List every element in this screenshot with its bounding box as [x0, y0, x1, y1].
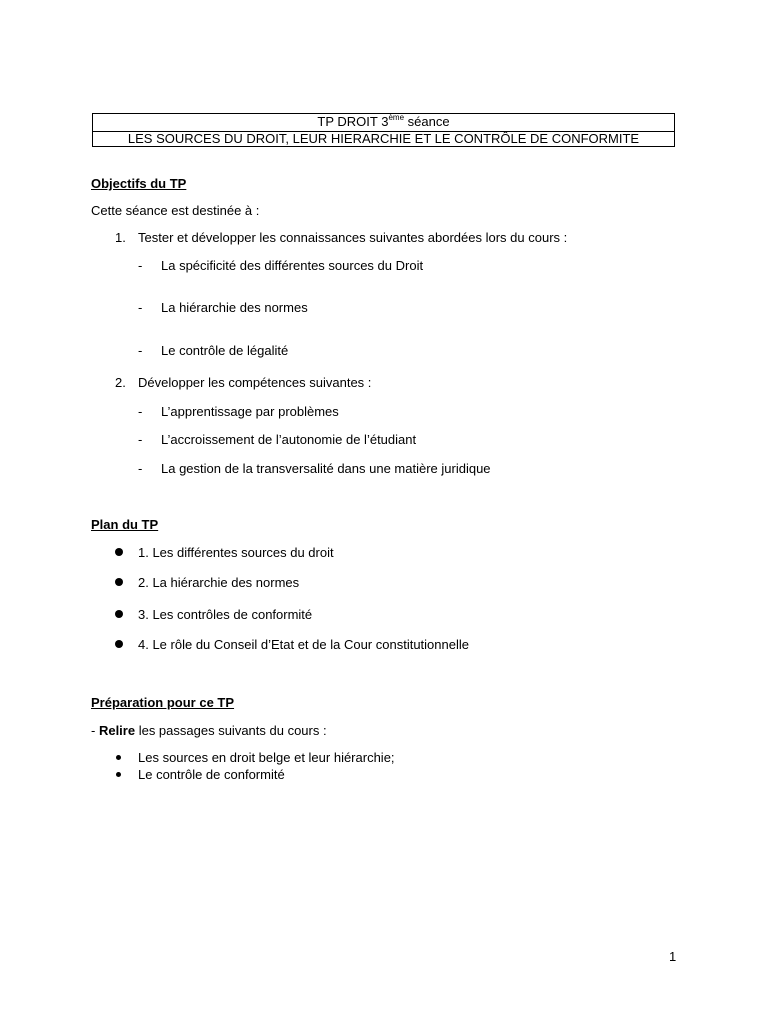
- preparation-intro: [91, 723, 327, 738]
- dash-bullet: -: [138, 300, 143, 315]
- bullet-icon: [115, 610, 123, 618]
- objectif-item-1: Tester et développer les connaissances suivantes abordées lors du cours :: [138, 230, 568, 245]
- preparation-rest: les passages suivants du cours :: [135, 723, 327, 738]
- subitem-2-2: L’accroissement de l’autonomie de l’étudiant: [161, 432, 417, 447]
- plan-item-4: 4. Le rôle du Conseil d’Etat et de la Cour constitutionnelle: [138, 637, 469, 652]
- objectifs-intro: Cette séance est destinée à :: [91, 203, 260, 218]
- objectif-item-2: Développer les compétences suivantes :: [138, 375, 372, 390]
- subitem-1-1: La spécificité des différentes sources du Droit: [161, 258, 424, 273]
- dash-bullet: -: [138, 461, 143, 476]
- preparation-heading: Préparation pour ce TP: [91, 695, 235, 710]
- subitem-1-2: La hiérarchie des normes: [161, 300, 308, 315]
- bullet-icon: [115, 548, 123, 556]
- plan-heading: Plan du TP: [91, 517, 159, 532]
- preparation-bold-word: Relire: [98, 723, 136, 738]
- title-course: TP DROIT 3: [317, 114, 389, 129]
- title-row-2: LES SOURCES DU DROIT, LEUR HIERARCHIE ET LE CONTRÔLE DE CONFORMITE: [127, 131, 640, 146]
- plan-item-2: 2. La hiérarchie des normes: [138, 575, 300, 590]
- objectif-number-2: 2.: [115, 375, 126, 390]
- title-superscript: ème: [388, 113, 405, 122]
- dash-bullet: -: [138, 404, 143, 419]
- dash-bullet: -: [138, 343, 143, 358]
- subitem-2-1: L’apprentissage par problèmes: [161, 404, 339, 419]
- bullet-icon: [116, 772, 121, 777]
- plan-item-3: 3. Les contrôles de conformité: [138, 607, 313, 622]
- objectif-number-1: 1.: [115, 230, 126, 245]
- dash-bullet: -: [138, 258, 143, 273]
- bullet-icon: [116, 755, 121, 760]
- title-table: [92, 113, 675, 147]
- bullet-icon: [115, 578, 123, 586]
- bullet-icon: [115, 640, 123, 648]
- title-session: séance: [404, 114, 450, 129]
- preparation-item-2: Le contrôle de conformité: [138, 767, 285, 782]
- page-number: 1: [669, 949, 677, 964]
- preparation-item-1: Les sources en droit belge et leur hiérarchie;: [138, 750, 395, 765]
- dash-bullet: -: [138, 432, 143, 447]
- title-row-1: [93, 114, 674, 132]
- subitem-2-3: La gestion de la transversalité dans une matière juridique: [161, 461, 491, 476]
- objectifs-heading: Objectifs du TP: [91, 176, 187, 191]
- subitem-1-3: Le contrôle de légalité: [161, 343, 289, 358]
- preparation-dash: -: [91, 723, 99, 738]
- plan-item-1: 1. Les différentes sources du droit: [138, 545, 334, 560]
